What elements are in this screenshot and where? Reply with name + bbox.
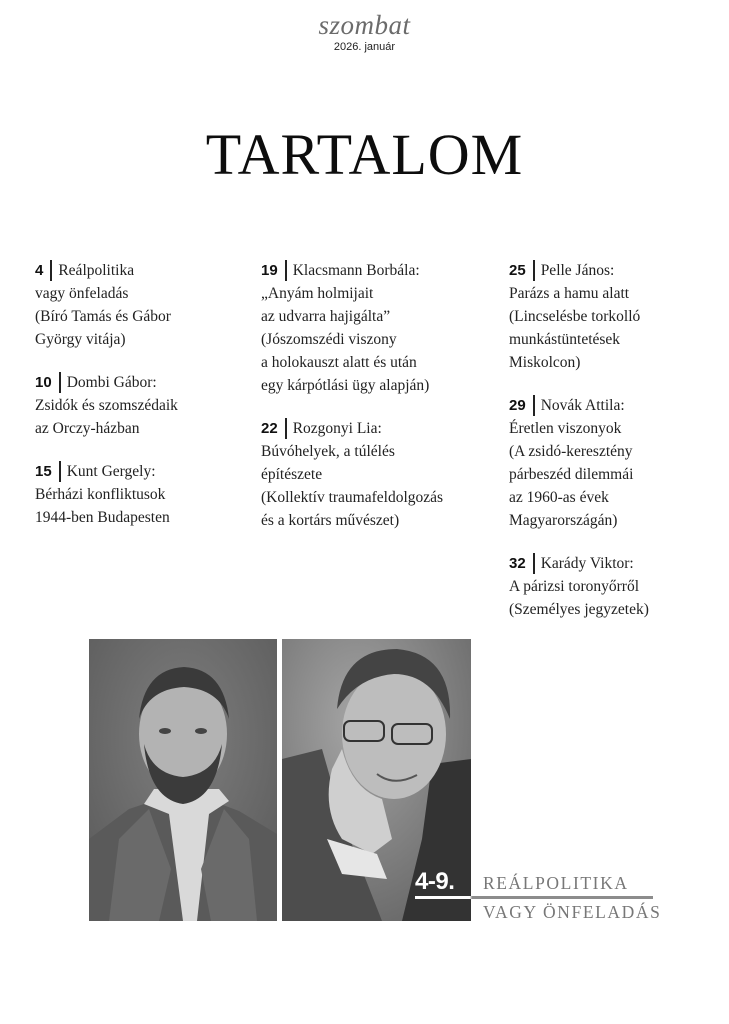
feature-page-range: 4-9. bbox=[415, 868, 455, 895]
toc-entry-line: „Anyám holmijait bbox=[261, 285, 374, 302]
toc-entry-heading bbox=[35, 460, 260, 483]
issue-day: szombat bbox=[318, 10, 411, 40]
toc-entry-line: munkástüntetések bbox=[509, 331, 621, 348]
toc-entry-line: és a kortárs művészet) bbox=[261, 512, 400, 529]
toc-entry-line: Dombi Gábor: bbox=[66, 374, 157, 391]
toc-entry-line: Magyarországán) bbox=[509, 512, 618, 529]
toc-entry[interactable] bbox=[261, 417, 486, 532]
toc-separator-bar bbox=[285, 418, 287, 439]
toc-entry[interactable] bbox=[509, 394, 729, 532]
toc-page-number: 10 bbox=[35, 374, 52, 391]
toc-entry-line: György vitája) bbox=[35, 331, 126, 348]
toc-entry[interactable] bbox=[35, 259, 260, 351]
toc-separator-bar bbox=[50, 260, 52, 281]
toc-entry-line: Zsidók és szomszédaik bbox=[35, 397, 178, 414]
toc-entry[interactable] bbox=[509, 259, 729, 374]
toc-separator-bar bbox=[285, 260, 287, 281]
toc-entry-line: Novák Attila: bbox=[540, 397, 625, 414]
toc-entry-line: az 1960-as évek bbox=[509, 489, 609, 506]
masthead bbox=[0, 10, 729, 54]
toc-entry-line: (Jószomszédi viszony bbox=[261, 331, 397, 348]
toc-entry-heading bbox=[261, 417, 486, 440]
toc-separator-bar bbox=[59, 461, 61, 482]
toc-entry-line: építészete bbox=[261, 466, 323, 483]
toc-entry-line: Karády Viktor: bbox=[540, 555, 634, 572]
toc-entry-line: az udvarra hajigálta” bbox=[261, 308, 391, 325]
toc-entry-heading bbox=[261, 259, 486, 282]
toc-page-number: 15 bbox=[35, 463, 52, 480]
toc-entry[interactable] bbox=[261, 259, 486, 397]
toc-separator-bar bbox=[533, 553, 535, 574]
page-title: TARTALOM bbox=[205, 121, 524, 187]
toc-entry[interactable] bbox=[35, 460, 260, 529]
feature-title-line-2: VAGY ÖNFELADÁS bbox=[483, 902, 662, 922]
toc-entry-line: (A zsidó-keresztény bbox=[509, 443, 633, 460]
toc-page-number: 29 bbox=[509, 397, 526, 414]
toc-entry-line: Klacsmann Borbála: bbox=[292, 262, 420, 279]
toc-entry-line: Rozgonyi Lia: bbox=[292, 420, 382, 437]
toc-separator-bar bbox=[533, 260, 535, 281]
toc-page-number: 32 bbox=[509, 555, 526, 572]
toc-entry-heading bbox=[509, 259, 729, 282]
feature-divider bbox=[415, 896, 653, 899]
toc-column-2 bbox=[261, 259, 486, 552]
toc-entry-line: Búvóhelyek, a túlélés bbox=[261, 443, 395, 460]
toc-entry-line: Bérházi konfliktusok bbox=[35, 486, 166, 503]
toc-entry-line: (Kollektív traumafeldolgozás bbox=[261, 489, 444, 506]
toc-entry-heading bbox=[509, 394, 729, 417]
toc-entry-line: (Személyes jegyzetek) bbox=[509, 601, 649, 618]
toc-entry-line: Miskolcon) bbox=[509, 354, 581, 371]
toc-page-number: 22 bbox=[261, 420, 278, 437]
toc-entry[interactable] bbox=[35, 371, 260, 440]
toc-entry-line: (Bíró Tamás és Gábor bbox=[35, 308, 171, 325]
toc-entry-line: párbeszéd dilemmái bbox=[509, 466, 634, 483]
toc-entry-line: egy kárpótlási ügy alapján) bbox=[261, 377, 430, 394]
toc-entry[interactable] bbox=[509, 552, 729, 621]
toc-entry-line: Éretlen viszonyok bbox=[509, 420, 622, 437]
toc-entry-line: A párizsi toronyőrről bbox=[509, 578, 640, 595]
toc-entry-line: vagy önfeladás bbox=[35, 285, 129, 302]
toc-entry-heading bbox=[509, 552, 729, 575]
toc-entry-line: Parázs a hamu alatt bbox=[509, 285, 630, 302]
toc-separator-bar bbox=[59, 372, 61, 393]
toc-page-number: 4 bbox=[35, 262, 44, 279]
toc-separator-bar bbox=[533, 395, 535, 416]
toc-entry-line: Reálpolitika bbox=[58, 262, 135, 279]
toc-page-number: 25 bbox=[509, 262, 526, 279]
toc-entry-heading bbox=[35, 259, 260, 282]
toc-entry-heading bbox=[35, 371, 260, 394]
toc-entry-line: (Lincselésbe torkolló bbox=[509, 308, 641, 325]
feature-title-line-1: REÁLPOLITIKA bbox=[483, 873, 629, 893]
portrait-bearded-man-image bbox=[89, 639, 277, 921]
toc-entry-line: a holokauszt alatt és után bbox=[261, 354, 417, 371]
toc-column-1 bbox=[35, 259, 260, 549]
portrait-photo-left bbox=[89, 639, 277, 921]
toc-entry-line: Pelle János: bbox=[540, 262, 615, 279]
toc-entry-line: Kunt Gergely: bbox=[66, 463, 156, 480]
toc-entry-line: az Orczy-házban bbox=[35, 420, 140, 437]
toc-column-3 bbox=[509, 259, 729, 641]
toc-entry-line: 1944-ben Budapesten bbox=[35, 509, 170, 526]
toc-page-number: 19 bbox=[261, 262, 278, 279]
issue-date: 2026. január bbox=[333, 41, 396, 53]
